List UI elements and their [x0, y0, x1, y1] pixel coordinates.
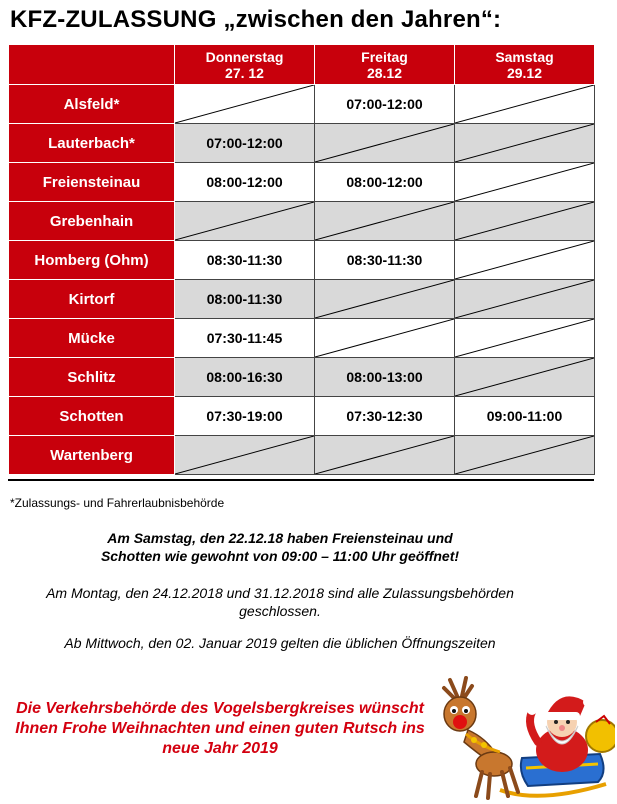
- opening-hours: 08:00-16:30: [206, 369, 283, 385]
- closed-slash: [175, 202, 314, 240]
- town-name: Schotten: [9, 397, 175, 436]
- closed-cell: [315, 319, 455, 358]
- greeting-line-1: Die Verkehrsbehörde des Vogelsbergkreises wünscht: [16, 700, 424, 717]
- closed-slash: [175, 436, 314, 474]
- closed-slash: [315, 319, 454, 357]
- opening-hours: 08:00-13:00: [346, 369, 423, 385]
- closed-cell: [455, 241, 595, 280]
- closed-slash: [455, 241, 594, 279]
- opening-hours-cell: [455, 397, 595, 436]
- notice-january: Ab Mittwoch, den 02. Januar 2019 gelten die üblichen Öffnungszeiten: [64, 635, 496, 651]
- greeting-line-3: neue Jahr 2019: [162, 740, 278, 757]
- opening-hours: 09:00-11:00: [486, 408, 563, 424]
- closed-cell: [315, 280, 455, 319]
- header-corner: [9, 45, 175, 85]
- notice-saturday-line-1: Am Samstag, den 22.12.18 haben Freiensteinau und: [107, 530, 453, 546]
- closed-slash: [455, 163, 594, 201]
- town-name: Alsfeld*: [9, 85, 175, 124]
- header-day: Freitag 28.12: [315, 45, 455, 85]
- closed-cell: [455, 85, 595, 124]
- town-name: Wartenberg: [9, 436, 175, 475]
- town-name: Homberg (Ohm): [9, 241, 175, 280]
- closed-cell: [455, 202, 595, 241]
- notice-saturday-line-2: Schotten wie gewohnt von 09:00 – 11:00 Uhr geöffnet!: [100, 548, 460, 564]
- town-name: Schlitz: [9, 358, 175, 397]
- town-name: Lauterbach*: [9, 124, 175, 163]
- town-name: Mücke: [9, 319, 175, 358]
- reindeer-santa-illustration: [430, 672, 615, 802]
- header-day: Samstag 29.12: [455, 45, 595, 85]
- schedule-table: [8, 44, 595, 475]
- opening-hours-cell: [175, 163, 315, 202]
- opening-hours-cell: [315, 241, 455, 280]
- closed-slash: [175, 85, 314, 123]
- table-row: [9, 358, 595, 397]
- table-row: [9, 202, 595, 241]
- footnote: *Zulassungs- und Fahrerlaubnisbehörde: [10, 496, 225, 510]
- closed-cell: [455, 436, 595, 475]
- opening-hours: 08:00-12:00: [206, 174, 283, 190]
- closed-slash: [455, 280, 594, 318]
- opening-hours-cell: [315, 163, 455, 202]
- table-row: [9, 280, 595, 319]
- opening-hours-cell: [175, 124, 315, 163]
- notice-closed-line-2: geschlossen.: [239, 603, 321, 619]
- table-row: [9, 319, 595, 358]
- opening-hours: 08:00-11:30: [206, 291, 283, 307]
- opening-hours: 07:30-19:00: [206, 408, 283, 424]
- opening-hours: 08:30-11:30: [206, 252, 283, 268]
- closed-cell: [455, 358, 595, 397]
- christmas-greeting: [0, 699, 440, 759]
- table-row: [9, 163, 595, 202]
- opening-hours: 07:00-12:00: [206, 135, 283, 151]
- opening-hours-cell: [315, 85, 455, 124]
- closed-cell: [455, 280, 595, 319]
- opening-hours-cell: [175, 358, 315, 397]
- closed-slash: [455, 85, 594, 123]
- table-row: [9, 436, 595, 475]
- closed-slash: [455, 436, 594, 474]
- opening-hours-cell: [315, 397, 455, 436]
- opening-hours-cell: [175, 241, 315, 280]
- notice-closed-line-1: Am Montag, den 24.12.2018 und 31.12.2018 sind alle Zulassungsbehörden: [46, 585, 514, 601]
- closed-cell: [175, 436, 315, 475]
- opening-hours: 07:30-11:45: [206, 330, 283, 346]
- closed-cell: [455, 163, 595, 202]
- opening-hours-cell: [315, 358, 455, 397]
- closed-slash: [455, 319, 594, 357]
- table-row: [9, 397, 595, 436]
- opening-hours: 07:00-12:00: [346, 96, 423, 112]
- closed-slash: [455, 202, 594, 240]
- table-bottom-rule: [8, 479, 594, 481]
- closed-cell: [175, 202, 315, 241]
- closed-cell: [455, 124, 595, 163]
- town-name: Grebenhain: [9, 202, 175, 241]
- page-title: KFZ-ZULASSUNG „zwischen den Jahren“:: [10, 6, 502, 33]
- closed-slash: [455, 358, 594, 396]
- town-name: Freiensteinau: [9, 163, 175, 202]
- table-row: [9, 85, 595, 124]
- closed-cell: [315, 436, 455, 475]
- closed-cell: [175, 85, 315, 124]
- closed-slash: [315, 124, 454, 162]
- table-row: [9, 241, 595, 280]
- closed-cell: [315, 202, 455, 241]
- table-row: [9, 124, 595, 163]
- greeting-line-2: Ihnen Frohe Weihnachten und einen guten Rutsch ins: [15, 720, 425, 737]
- opening-hours-cell: [175, 280, 315, 319]
- table-header-row: [9, 45, 595, 85]
- closed-slash: [455, 124, 594, 162]
- closed-slash: [315, 436, 454, 474]
- opening-hours-cell: [175, 397, 315, 436]
- opening-hours: 07:30-12:30: [346, 408, 423, 424]
- closed-slash: [315, 202, 454, 240]
- header-day: Donnerstag 27. 12: [175, 45, 315, 85]
- opening-hours: 08:00-12:00: [346, 174, 423, 190]
- opening-hours-cell: [175, 319, 315, 358]
- opening-hours: 08:30-11:30: [346, 252, 423, 268]
- town-name: Kirtorf: [9, 280, 175, 319]
- closed-slash: [315, 280, 454, 318]
- closed-cell: [455, 319, 595, 358]
- closed-cell: [315, 124, 455, 163]
